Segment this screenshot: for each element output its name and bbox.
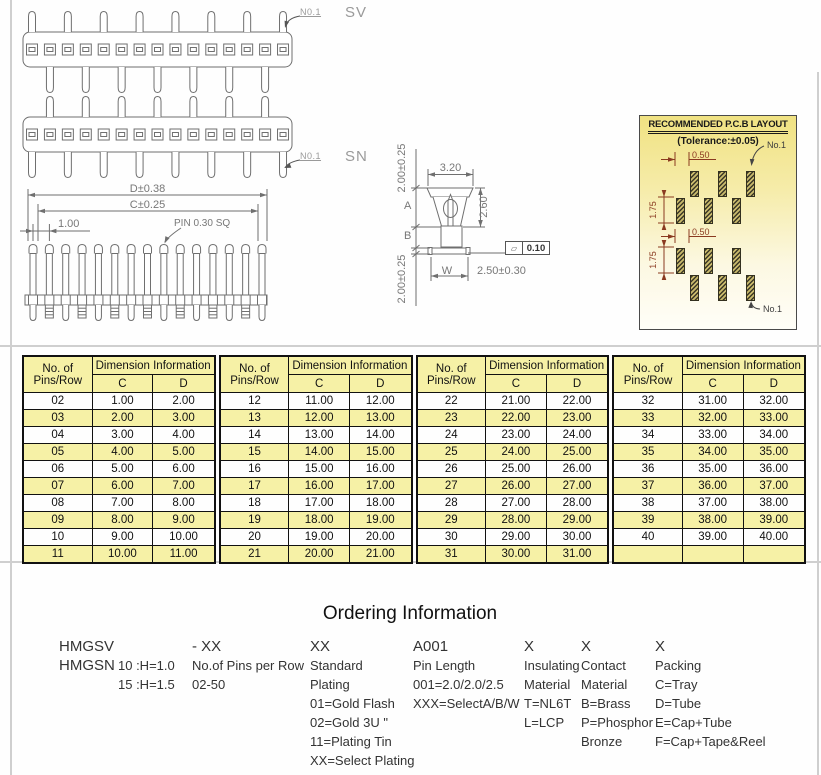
dim-top-width-label: 3.20 (439, 162, 462, 174)
cell-pins (613, 546, 682, 564)
cell-d: 27.00 (546, 478, 608, 495)
cell-d: 8.00 (153, 495, 215, 512)
ordering-line: Plating (310, 677, 350, 692)
cell-d: 3.00 (153, 410, 215, 427)
cell-d: 5.00 (153, 444, 215, 461)
cell-d: 9.00 (153, 512, 215, 529)
cell-c: 5.00 (92, 461, 153, 478)
pcb-pad (704, 198, 713, 224)
col-header-d: D (153, 375, 215, 393)
cell-d: 36.00 (743, 461, 805, 478)
col-header-c: C (486, 375, 547, 393)
pcb-pad (704, 248, 713, 274)
cell-pins: 03 (23, 410, 92, 427)
cell-d: 34.00 (743, 427, 805, 444)
cell-pins: 32 (613, 393, 682, 410)
table-row (417, 512, 609, 529)
cell-pins: 37 (613, 478, 682, 495)
cell-pins: 33 (613, 410, 682, 427)
pcb-pad (732, 198, 741, 224)
table-row (613, 427, 805, 444)
table-row (23, 393, 215, 410)
cell-pins: 25 (417, 444, 486, 461)
cell-c: 9.00 (92, 529, 153, 546)
table-row (417, 529, 609, 546)
pcb-pad (718, 275, 727, 301)
sn-type-label: SN (345, 148, 368, 165)
cell-pins: 10 (23, 529, 92, 546)
dim-tail-bottom-label: 2.00±0.25 (396, 254, 408, 304)
cell-d: 6.00 (153, 461, 215, 478)
col-header-d: D (743, 375, 805, 393)
ordering-line: C=Tray (655, 677, 698, 692)
table-row (417, 393, 609, 410)
cell-pins: 20 (220, 529, 289, 546)
table-row (613, 393, 805, 410)
section-divider-top (0, 345, 821, 347)
dimension-table (22, 355, 806, 564)
cell-pins: 07 (23, 478, 92, 495)
cell-c: 24.00 (486, 444, 547, 461)
cell-c: 20.00 (289, 546, 350, 564)
cell-pins: 26 (417, 461, 486, 478)
cell-d: 18.00 (350, 495, 412, 512)
table-row (417, 410, 609, 427)
cell-c: 17.00 (289, 495, 350, 512)
cell-pins: 16 (220, 461, 289, 478)
ordering-line: XX=Select Plating (310, 753, 415, 768)
cell-pins: 09 (23, 512, 92, 529)
table-row (220, 495, 412, 512)
ordering-line: B=Brass (581, 696, 631, 711)
table-row (220, 478, 412, 495)
cell-d: 26.00 (546, 461, 608, 478)
table-row (417, 427, 609, 444)
ordering-line: P=Phosphor (581, 715, 653, 730)
cell-pins: 40 (613, 529, 682, 546)
pin-square-label: PIN 0.30 SQ (174, 218, 231, 229)
cell-pins: 14 (220, 427, 289, 444)
cell-c: 8.00 (92, 512, 153, 529)
ordering-col-series (59, 637, 115, 675)
ordering-col-pin-length (413, 637, 520, 713)
col-header-c: C (92, 375, 153, 393)
cell-d: 16.00 (350, 461, 412, 478)
pcb-dim-050-top: 0.50 (692, 150, 710, 160)
cell-pins: 12 (220, 393, 289, 410)
cell-c: 12.00 (289, 410, 350, 427)
cell-d (743, 546, 805, 564)
ordering-line: T=NL6T (524, 696, 572, 711)
ordering-line: F=Cap+Tape&Reel (655, 734, 766, 749)
cell-d: 15.00 (350, 444, 412, 461)
cell-d: 13.00 (350, 410, 412, 427)
cell-c: 27.00 (486, 495, 547, 512)
cell-c: 1.00 (92, 393, 153, 410)
cell-c: 4.00 (92, 444, 153, 461)
pcb-layout-panel (639, 115, 797, 330)
col-header-dim-info: Dimension Information (289, 356, 412, 375)
cell-c: 3.00 (92, 427, 153, 444)
table-row (23, 546, 215, 564)
col-header-dim-info: Dimension Information (486, 356, 609, 375)
cell-d: 33.00 (743, 410, 805, 427)
ordering-col-height (118, 656, 175, 694)
ordering-line: 10 :H=1.0 (118, 658, 175, 673)
ordering-line: Material (524, 677, 571, 692)
dimension-table-group-1 (22, 355, 216, 564)
flatness-callout (505, 241, 550, 255)
cell-pins: 02 (23, 393, 92, 410)
ordering-line: Contact (581, 658, 626, 673)
cell-c: 38.00 (682, 512, 743, 529)
cell-d: 2.00 (153, 393, 215, 410)
cell-d: 37.00 (743, 478, 805, 495)
cell-d: 20.00 (350, 529, 412, 546)
pcb-layout-title: RECOMMENDED P.C.B LAYOUT (648, 119, 787, 134)
cell-d: 10.00 (153, 529, 215, 546)
ordering-line: Bronze (581, 734, 623, 749)
cell-d: 23.00 (546, 410, 608, 427)
ordering-col-contact (581, 637, 653, 751)
table-row (23, 478, 215, 495)
cell-c: 34.00 (682, 444, 743, 461)
cell-pins: 39 (613, 512, 682, 529)
table-row (220, 410, 412, 427)
ordering-line: L=LCP (524, 715, 565, 730)
table-row (613, 410, 805, 427)
contact-code: X (581, 638, 592, 655)
dim-foot-length-label: 2.50±0.30 (477, 265, 526, 277)
dim-a-label: A (404, 200, 412, 212)
dim-tail-top-label: 2.00±0.25 (396, 143, 408, 193)
pcb-pad (690, 171, 699, 197)
cell-d: 40.00 (743, 529, 805, 546)
pcb-no1-bottom-label: No.1 (763, 304, 783, 314)
cell-pins: 22 (417, 393, 486, 410)
ordering-line: 01=Gold Flash (310, 696, 395, 711)
cell-pins: 28 (417, 495, 486, 512)
table-row (417, 495, 609, 512)
cell-c: 26.00 (486, 478, 547, 495)
cell-d: 11.00 (153, 546, 215, 564)
cell-c: 32.00 (682, 410, 743, 427)
cell-c: 35.00 (682, 461, 743, 478)
cell-pins: 11 (23, 546, 92, 564)
dim-c-label: C±0.25 (129, 199, 166, 211)
ordering-line: 15 :H=1.5 (118, 677, 175, 692)
col-header-d: D (546, 375, 608, 393)
table-row (613, 478, 805, 495)
table-row (417, 478, 609, 495)
pcb-pad (732, 248, 741, 274)
ordering-line: Standard (310, 658, 363, 673)
table-row (417, 546, 609, 564)
cell-pins: 05 (23, 444, 92, 461)
cell-pins: 29 (417, 512, 486, 529)
cell-c: 2.00 (92, 410, 153, 427)
col-header-pins: No. of Pins/Row (220, 356, 289, 393)
cell-d: 35.00 (743, 444, 805, 461)
cell-pins: 27 (417, 478, 486, 495)
sn-no1-label: N0.1 (300, 151, 322, 161)
cell-pins: 08 (23, 495, 92, 512)
ordering-line: 02-50 (192, 677, 226, 692)
table-row (417, 461, 609, 478)
ordering-line: 11=Plating Tin (310, 734, 392, 749)
cell-pins: 21 (220, 546, 289, 564)
col-header-dim-info: Dimension Information (92, 356, 215, 375)
cell-pins: 04 (23, 427, 92, 444)
pcb-pad (718, 171, 727, 197)
table-row (23, 512, 215, 529)
table-row (220, 444, 412, 461)
cell-d: 39.00 (743, 512, 805, 529)
plating-code: XX (310, 638, 331, 655)
cell-d: 24.00 (546, 427, 608, 444)
cell-d: 38.00 (743, 495, 805, 512)
cell-pins: 38 (613, 495, 682, 512)
cell-pins: 31 (417, 546, 486, 564)
cell-pins: 17 (220, 478, 289, 495)
ordering-col-plating (310, 637, 414, 770)
cell-d: 17.00 (350, 478, 412, 495)
table-row (23, 444, 215, 461)
cell-pins: 15 (220, 444, 289, 461)
ordering-line: Insulating (524, 658, 580, 673)
cell-c: 18.00 (289, 512, 350, 529)
table-row (23, 461, 215, 478)
cell-d: 12.00 (350, 393, 412, 410)
col-header-pins: No. of Pins/Row (613, 356, 682, 393)
ordering-line: Pin Length (413, 658, 476, 673)
cell-d: 14.00 (350, 427, 412, 444)
ordering-col-insulating (524, 637, 580, 732)
ordering-line: E=Cap+Tube (655, 715, 732, 730)
cell-c: 22.00 (486, 410, 547, 427)
cell-c: 31.00 (682, 393, 743, 410)
pcb-no1-top-label: No.1 (767, 140, 787, 150)
cell-pins: 23 (417, 410, 486, 427)
pcb-pad (676, 248, 685, 274)
cell-c: 23.00 (486, 427, 547, 444)
table-row (220, 529, 412, 546)
sv-no1-label: N0.1 (300, 7, 322, 17)
col-header-pins: No. of Pins/Row (23, 356, 92, 393)
dim-w-label: W (441, 265, 453, 277)
pcb-tolerance-note: (Tolerance:±0.05) (677, 136, 759, 147)
table-row (23, 427, 215, 444)
pin-length-code: A001 (413, 638, 449, 655)
cell-d: 19.00 (350, 512, 412, 529)
cell-c: 6.00 (92, 478, 153, 495)
ordering-line: D=Tube (655, 696, 702, 711)
pcb-pad (746, 275, 755, 301)
cell-c: 28.00 (486, 512, 547, 529)
ordering-line: 02=Gold 3U " (310, 715, 388, 730)
cell-c: 21.00 (486, 393, 547, 410)
cell-pins: 13 (220, 410, 289, 427)
pcb-dim-175-bottom: 1.75 (648, 251, 658, 269)
col-header-c: C (289, 375, 350, 393)
series-code-sn: HMGSN (59, 657, 115, 674)
cell-c: 33.00 (682, 427, 743, 444)
cell-d: 31.00 (546, 546, 608, 564)
dimension-table-group-3 (416, 355, 610, 564)
col-header-d: D (350, 375, 412, 393)
cell-c: 15.00 (289, 461, 350, 478)
table-row (613, 546, 805, 564)
pcb-pad (746, 171, 755, 197)
cell-pins: 19 (220, 512, 289, 529)
cell-d: 25.00 (546, 444, 608, 461)
cell-c: 16.00 (289, 478, 350, 495)
table-row (613, 461, 805, 478)
pcb-pad (676, 198, 685, 224)
cell-d: 21.00 (350, 546, 412, 564)
ordering-line: XXX=SelectA/B/W (413, 696, 520, 711)
table-row (220, 393, 412, 410)
cell-d: 7.00 (153, 478, 215, 495)
packing-code: X (655, 638, 666, 655)
table-row (220, 461, 412, 478)
table-row (220, 546, 412, 564)
pcb-dim-175-top: 1.75 (648, 201, 658, 219)
table-row (613, 529, 805, 546)
table-row (417, 444, 609, 461)
sv-type-label: SV (345, 4, 368, 21)
pcb-dim-050-bottom: 0.50 (692, 227, 710, 237)
dimension-table-group-2 (219, 355, 413, 564)
pcb-pad (690, 275, 699, 301)
cell-pins: 34 (613, 427, 682, 444)
table-row (23, 495, 215, 512)
cell-pins: 24 (417, 427, 486, 444)
col-header-c: C (682, 375, 743, 393)
insulating-code: X (524, 638, 535, 655)
col-header-pins: No. of Pins/Row (417, 356, 486, 393)
dim-pitch-label: 1.00 (58, 218, 80, 230)
dim-b-label: B (404, 230, 412, 242)
cell-d: 29.00 (546, 512, 608, 529)
cell-c: 30.00 (486, 546, 547, 564)
cell-c: 37.00 (682, 495, 743, 512)
cell-pins: 06 (23, 461, 92, 478)
table-row (220, 427, 412, 444)
cell-d: 28.00 (546, 495, 608, 512)
table-row (613, 512, 805, 529)
cell-c: 19.00 (289, 529, 350, 546)
table-row (613, 495, 805, 512)
table-row (23, 410, 215, 427)
cell-c: 14.00 (289, 444, 350, 461)
dim-d-label: D±0.38 (129, 183, 166, 195)
cell-pins: 30 (417, 529, 486, 546)
dimension-table-group-4 (612, 355, 806, 564)
table-row (220, 512, 412, 529)
cell-c: 10.00 (92, 546, 153, 564)
cell-d: 30.00 (546, 529, 608, 546)
cell-pins: 36 (613, 461, 682, 478)
flatness-value: 0.10 (526, 242, 546, 254)
cell-pins: 35 (613, 444, 682, 461)
ordering-line: Material (581, 677, 628, 692)
ordering-information (0, 595, 821, 775)
flatness-symbol-icon: ▱ (506, 242, 523, 254)
series-code-sv: HMGSV (59, 638, 115, 655)
ordering-line: No.of Pins per Row (192, 658, 304, 673)
cell-d: 4.00 (153, 427, 215, 444)
cell-c: 39.00 (682, 529, 743, 546)
pins-code: - XX (192, 638, 222, 655)
cell-d: 22.00 (546, 393, 608, 410)
dim-height-right-label: 2.60 (478, 196, 490, 218)
cell-c: 7.00 (92, 495, 153, 512)
ordering-col-packing (655, 637, 766, 751)
cell-c: 13.00 (289, 427, 350, 444)
ordering-line: Packing (655, 658, 702, 673)
cell-c: 29.00 (486, 529, 547, 546)
col-header-dim-info: Dimension Information (682, 356, 805, 375)
cell-d: 32.00 (743, 393, 805, 410)
table-row (23, 529, 215, 546)
cell-c: 36.00 (682, 478, 743, 495)
ordering-line: 001=2.0/2.0/2.5 (413, 677, 504, 692)
ordering-col-pins (192, 637, 304, 694)
cell-c: 11.00 (289, 393, 350, 410)
table-row (613, 444, 805, 461)
cell-c: 25.00 (486, 461, 547, 478)
ordering-title: Ordering Information (322, 603, 498, 624)
cell-c (682, 546, 743, 564)
cell-pins: 18 (220, 495, 289, 512)
